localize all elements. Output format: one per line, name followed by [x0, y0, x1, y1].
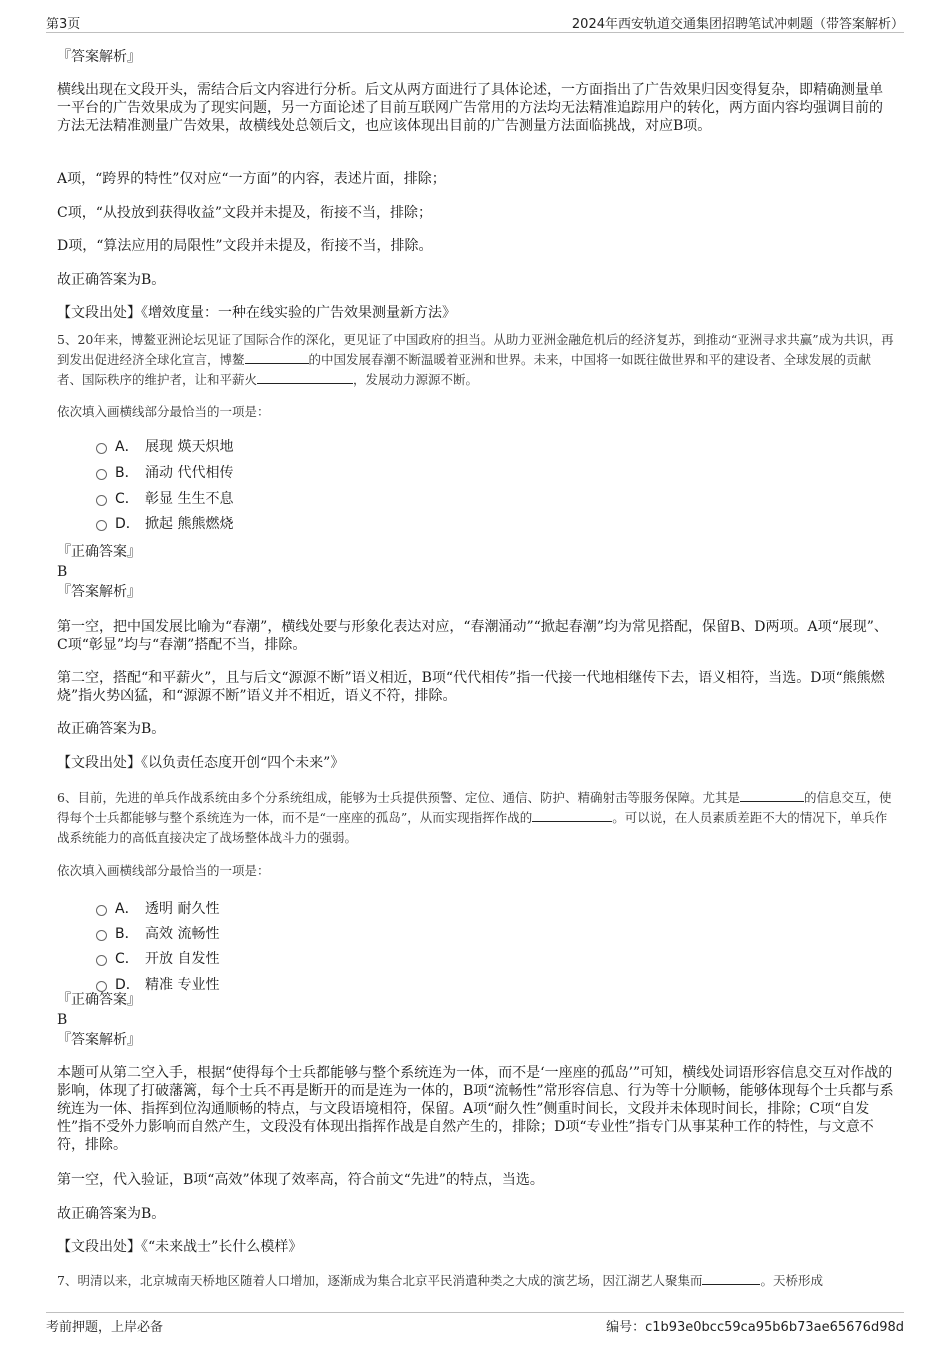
- q5-analysis-paragraph-1: 第一空，把中国发展比喻为“春潮”，横线处要与形象化表达对应，“春潮涌动”“掀起春潮”均为常见搭配，保留B、D两项。A项“展现”、C项“彰显”均与“春潮”搭配不当，排除。: [57, 619, 888, 653]
- page-header: [46, 12, 904, 33]
- radio-icon[interactable]: [96, 469, 107, 480]
- q5-blank-1: [245, 351, 309, 364]
- radio-icon[interactable]: [96, 443, 107, 454]
- q5-option-b[interactable]: B． 涌动 代代相传: [96, 464, 233, 482]
- q5-answer: B: [57, 564, 68, 580]
- q6-prompt: 依次填入画横线部分最恰当的一项是：: [57, 863, 270, 878]
- radio-icon[interactable]: [96, 905, 107, 916]
- q6-blank-1: [740, 789, 804, 802]
- q4-analysis-label: 『答案解析』: [57, 49, 141, 65]
- q5-option-c[interactable]: C． 彰显 生生不息: [96, 490, 233, 508]
- q6-answer-label: 『正确答案』: [57, 992, 141, 1008]
- document-code: 编号：c1b93e0bcc59ca95b6b73ae65676d98d: [606, 1320, 904, 1335]
- q6-option-c[interactable]: C． 开放 自发性: [96, 950, 219, 968]
- q6-stem: 6、目前，先进的单兵作战系统由多个分系统组成，能够为士兵提供预警、定位、通信、防护、精确射击等服务保障。尤其是 的信息交互，使得每个士兵都能够与整个系统连为一体，而不是“一座座的孤岛”，从而实现指挥作战的 。可以说，在人员素质差距不大的情况下，单兵作战系统能力的高低直接决定了战场整体战斗力的强弱。: [57, 790, 892, 845]
- q4-conclusion: 故正确答案为B。: [57, 272, 166, 288]
- radio-icon[interactable]: [96, 930, 107, 941]
- q4-analysis-paragraph-1: 横线出现在文段开头，需结合后文内容进行分析。后文从两方面进行了具体论述，一方面指出了广告效果归因变得复杂，即精确测量单一平台的广告效果成为了现实问题，另一方面论述了目前互联网广告常用的方法均无法精准追踪用户的转化，两方面内容均强调目前的方法无法精准测量广告效果，故横线处总领后文，也应该体现出目前的广告测量方法面临挑战，对应B项。: [57, 82, 883, 134]
- q5-conclusion: 故正确答案为B。: [57, 721, 166, 737]
- q5-blank-2: [257, 371, 353, 384]
- q4-analysis-paragraph-2: A项，“跨界的特性”仅对应“一方面”的内容，表述片面，排除；: [57, 171, 446, 187]
- q4-analysis-paragraph-4: D项，“算法应用的局限性”文段并未提及，衔接不当，排除。: [57, 238, 433, 254]
- q6-option-a[interactable]: A． 透明 耐久性: [96, 900, 219, 918]
- q5-prompt: 依次填入画横线部分最恰当的一项是：: [57, 404, 270, 419]
- q5-answer-label: 『正确答案』: [57, 544, 141, 560]
- q6-answer: B: [57, 1012, 68, 1028]
- q6-source: 【文段出处】《“未来战士”长什么模样》: [57, 1239, 303, 1255]
- q7-blank-1: [702, 1272, 760, 1285]
- q5-option-d[interactable]: D． 掀起 熊熊燃烧: [96, 515, 233, 533]
- q4-source: 【文段出处】《增效度量：一种在线实验的广告效果测量新方法》: [57, 305, 456, 321]
- q6-analysis-label: 『答案解析』: [57, 1032, 141, 1048]
- q6-conclusion: 故正确答案为B。: [57, 1206, 166, 1222]
- q4-analysis-paragraph-3: C项，“从投放到获得收益”文段并未提及，衔接不当，排除；: [57, 205, 433, 221]
- q5-analysis-label: 『答案解析』: [57, 584, 141, 600]
- page-number: 第3页: [46, 17, 81, 32]
- q5-source: 【文段出处】《以负责任态度开创“四个未来”》: [57, 755, 345, 771]
- q6-analysis-paragraph-1: 本题可从第二空入手，根据“使得每个士兵都能够与整个系统连为一体，而不是‘一座座的孤岛’”可知，横线处词语形容信息交互对作战的影响，体现了打破藩篱，每个士兵不再是断开的而是连为一体的，B项“流畅性”常形容信息、行为等十分顺畅，能够体现每个士兵都与系统连为一体、指挥到位沟通顺畅的特点，与文段语境相符，保留。A项“耐久性”侧重时间长，文段并未体现时间长，排除；C项“自发性”指不受外力影响而自然产生，文段没有体现出指挥作战是自然产生的，排除；D项“专业性”指专门从事某种工作的特性，与文意不符，排除。: [57, 1065, 894, 1153]
- q6-analysis-paragraph-2: 第一空，代入验证，B项“高效”体现了效率高，符合前文“先进”的特点，当选。: [57, 1172, 544, 1188]
- q7-stem: 7、明清以来，北京城南天桥地区随着人口增加，逐渐成为集合北京平民消遣种类之大成的演艺场，因江湖艺人聚集而 。天桥形成: [57, 1273, 823, 1288]
- radio-icon[interactable]: [96, 495, 107, 506]
- q6-option-d[interactable]: D． 精准 专业性: [96, 976, 219, 994]
- page-footer: [46, 1312, 904, 1335]
- q5-stem: 5、20年来，博鳌亚洲论坛见证了国际合作的深化，更见证了中国政府的担当。从助力亚洲金融危机后的经济复苏，到推动“亚洲寻求共赢”成为共识，再到发出促进经济全球化宣言，博鳌 的中国发展春潮不断温暖着亚洲和世界。未来，中国将一如既往做世界和平的建设者、全球发展的贡献者、国际秩序的维护者，让和平薪火 ，发展动力源源不断。: [57, 332, 894, 387]
- q6-blank-2: [532, 809, 612, 822]
- footer-slogan: 考前押题，上岸必备: [46, 1320, 164, 1335]
- q6-option-b[interactable]: B． 高效 流畅性: [96, 925, 219, 943]
- q5-analysis-paragraph-2: 第二空，搭配“和平薪火”，且与后文“源源不断”语义相近，B项“代代相传”指一代接一代地相继传下去，语义相符，当选。D项“熊熊燃烧”指火势凶猛，和“源源不断”语义并不相近，语义不符，排除。: [57, 670, 885, 704]
- radio-icon[interactable]: [96, 955, 107, 966]
- q5-option-a[interactable]: A． 展现 煐天炽地: [96, 438, 233, 456]
- radio-icon[interactable]: [96, 520, 107, 531]
- document-title: 2024年西安轨道交通集团招聘笔试冲刺题（带答案解析）: [571, 17, 904, 32]
